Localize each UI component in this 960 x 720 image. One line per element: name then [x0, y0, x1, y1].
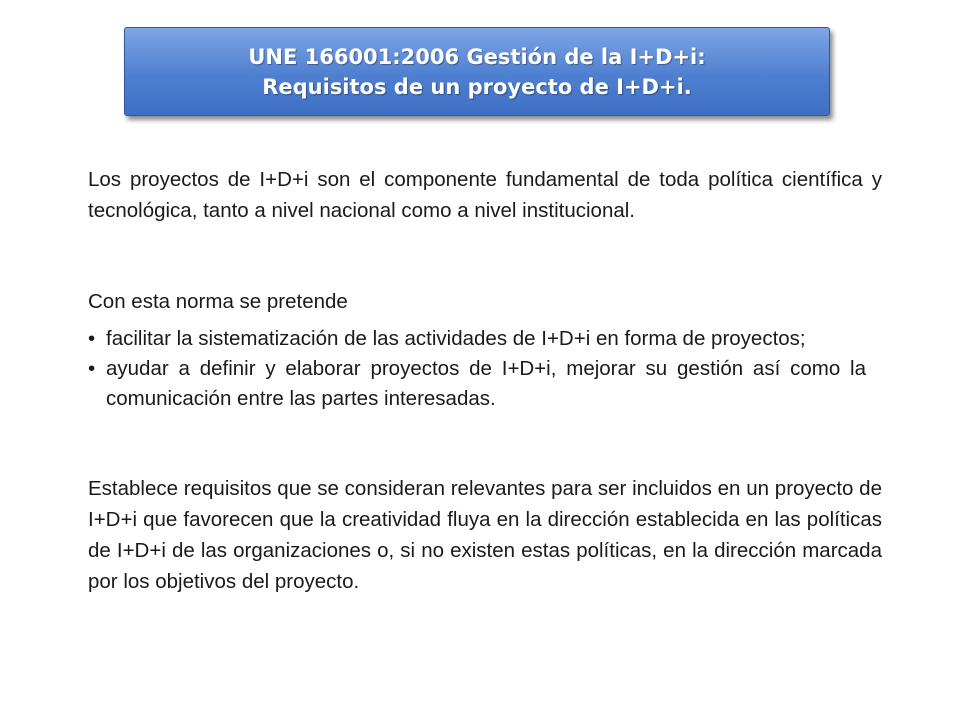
list-item-text: ayudar a definir y elaborar proyectos de I+D+i, mejorar su gestión así como la comunicación entre las partes interesadas.	[106, 357, 866, 410]
title-banner	[124, 27, 830, 116]
title-line-1: UNE 166001:2006 Gestión de la I+D+i:	[248, 44, 706, 69]
requirements-paragraph: Establece requisitos que se consideran relevantes para ser incluidos en un proyecto de I+D+i que favorecen que la creatividad fluya en la dirección establecida en las políticas de I+D+i de las organizaciones o, si no existen estas políticas, en la dirección marcada por los objetivos del proyecto.	[88, 477, 882, 593]
list-item	[88, 354, 866, 414]
intro-paragraph: Los proyectos de I+D+i son el componente fundamental de toda política científica y tecnológica, tanto a nivel nacional como a nivel institucional.	[88, 168, 882, 222]
bullet-icon: •	[88, 357, 96, 380]
title-line-2: Requisitos de un proyecto de I+D+i.	[262, 74, 692, 99]
purpose-list	[88, 324, 866, 414]
list-item	[88, 324, 866, 354]
norm-purpose-lead: Con esta norma se pretende	[88, 290, 348, 313]
list-item-text: facilitar la sistematización de las actividades de I+D+i en forma de proyectos;	[106, 327, 806, 350]
bullet-icon: •	[88, 327, 96, 350]
